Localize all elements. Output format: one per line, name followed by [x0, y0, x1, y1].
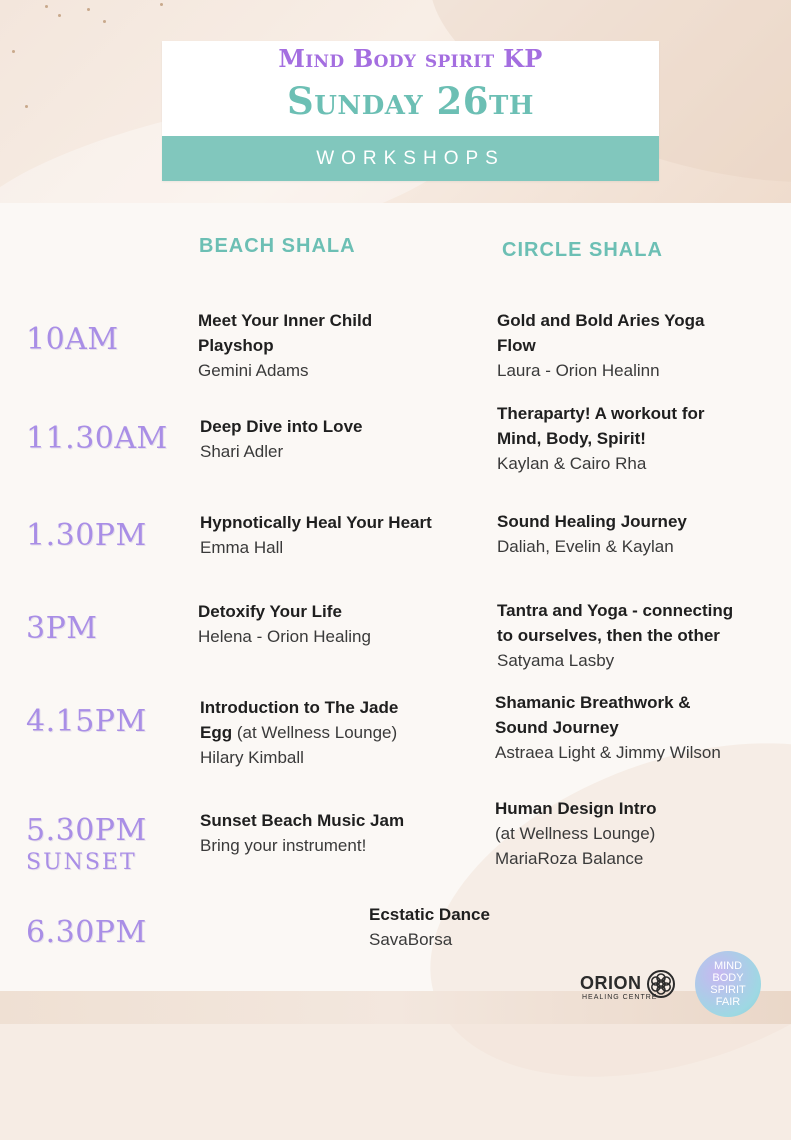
- session-presenter: SavaBorsa: [369, 930, 453, 949]
- time-slot: 6.30PM: [26, 915, 147, 950]
- session-presenter: Hilary Kimball: [200, 748, 304, 767]
- beach-session: [198, 308, 372, 383]
- session-title: Hypnotically Heal Your Heart: [200, 513, 432, 532]
- fair-logo-text: BODY: [712, 972, 744, 984]
- session-presenter: Daliah, Evelin & Kaylan: [497, 537, 674, 556]
- session-title: Tantra and Yoga - connecting: [497, 601, 734, 620]
- session-title: Sound Healing Journey: [497, 512, 687, 531]
- orion-logo-text: ORION: [580, 973, 642, 993]
- circle-shala-heading: CIRCLE SHALA: [502, 239, 663, 261]
- session-title: Ecstatic Dance: [369, 905, 490, 924]
- sparkle-decoration: [45, 5, 48, 8]
- fair-logo-text: MIND: [713, 960, 743, 972]
- session-presenter: Kaylan & Cairo Rha: [497, 454, 647, 473]
- session-title: Flow: [497, 336, 536, 355]
- session-presenter: Bring your instrument!: [200, 836, 367, 855]
- sparkle-decoration: [160, 3, 163, 6]
- session-presenter: Gemini Adams: [198, 361, 309, 380]
- circle-session: [495, 690, 721, 765]
- time-slot: 4.15PM: [26, 704, 147, 739]
- event-subtitle: Mind Body spirit KP: [278, 44, 543, 73]
- session-presenter: MariaRoza Balance: [495, 849, 644, 868]
- session-presenter: Astraea Light & Jimmy Wilson: [495, 743, 721, 762]
- time-slot: 3PM: [26, 611, 98, 646]
- title-card: [162, 41, 659, 181]
- fair-logo-text: SPIRIT: [710, 984, 746, 996]
- beach-shala-heading: BEACH SHALA: [199, 235, 356, 257]
- circle-session: [495, 796, 657, 871]
- session-title: Deep Dive into Love: [200, 417, 363, 436]
- workshops-band: [162, 136, 659, 181]
- beach-session: [198, 599, 371, 649]
- sparkle-decoration: [12, 50, 15, 53]
- orion-healing-logo: [580, 970, 680, 1010]
- beach-session: [200, 695, 398, 770]
- time-slot: 1.30PM: [26, 518, 147, 553]
- session-title: Shamanic Breathwork &: [495, 693, 691, 712]
- session-title: Human Design Intro: [495, 799, 657, 818]
- session-title: Egg: [200, 723, 233, 742]
- session-location-note: (at Wellness Lounge): [232, 723, 398, 742]
- sparkle-decoration: [25, 105, 28, 108]
- session-title: Gold and Bold Aries Yoga: [497, 311, 705, 330]
- mind-body-spirit-fair-logo: [695, 951, 761, 1017]
- orion-flower-icon: [647, 970, 675, 998]
- sunset-label: SUNSET: [26, 850, 137, 875]
- session-title: to ourselves, then the other: [497, 626, 720, 645]
- session-location-note: (at Wellness Lounge): [495, 824, 656, 843]
- time-slot: 11.30AM: [26, 421, 168, 456]
- beach-session: [200, 808, 404, 858]
- session-title: Sound Journey: [495, 718, 619, 737]
- sparkle-decoration: [87, 8, 90, 11]
- event-date-title: Sunday 26th: [287, 79, 534, 123]
- session-presenter: Shari Adler: [200, 442, 284, 461]
- circle-session: [497, 308, 705, 383]
- session-title: Meet Your Inner Child: [198, 311, 373, 330]
- session-presenter: Emma Hall: [200, 538, 284, 557]
- session-title: Introduction to The Jade: [200, 698, 399, 717]
- beach-session: [200, 414, 362, 464]
- session-presenter: Helena - Orion Healing: [198, 627, 371, 646]
- sparkle-decoration: [103, 20, 106, 23]
- session-presenter: Laura - Orion Healinn: [497, 361, 660, 380]
- time-slot: 10AM: [26, 322, 119, 357]
- session-title: Sunset Beach Music Jam: [200, 811, 405, 830]
- session-title: Detoxify Your Life: [198, 602, 342, 621]
- fair-logo-text: FAIR: [715, 996, 741, 1008]
- time-slot: 5.30PM: [26, 813, 147, 848]
- session-title: Playshop: [198, 336, 274, 355]
- final-session: [369, 902, 490, 952]
- circle-session: [497, 509, 687, 559]
- circle-session: [497, 401, 704, 476]
- orion-logo-subtext: HEALING CENTRE: [582, 994, 658, 1001]
- workshops-label: WORKSHOPS: [316, 147, 505, 169]
- session-presenter: Satyama Lasby: [497, 651, 615, 670]
- session-title: Theraparty! A workout for: [497, 404, 705, 423]
- beach-session: [200, 510, 432, 560]
- circle-session: [497, 598, 733, 673]
- session-title: Mind, Body, Spirit!: [497, 429, 646, 448]
- sparkle-decoration: [58, 14, 61, 17]
